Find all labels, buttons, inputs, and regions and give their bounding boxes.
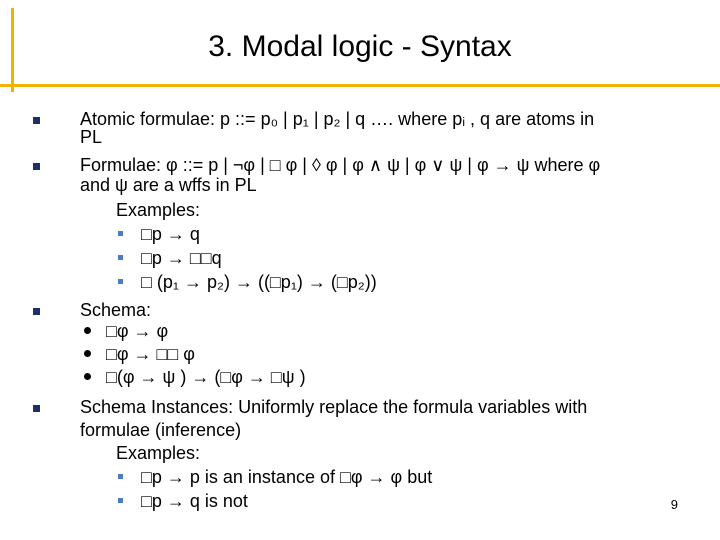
formula-example-2: □p → □□q [141,248,222,268]
schema-instances-line-1: Schema Instances: Uniformly replace the formula variables with [80,397,588,417]
schema-item-1: □φ → φ [106,321,169,341]
instance-example-1: □p → p is an instance of □φ → φ but [141,467,433,487]
sub-bullet-square-icon [118,498,123,503]
formulae-line-2: and ψ are a wffs in PL [80,175,257,195]
round-bullet-icon [84,327,91,334]
schema-item-3: □(φ → ψ ) → (□φ → □ψ ) [106,367,306,387]
atomic-formulae-line-1: Atomic formulae: p ::= p₀ | p₁ | p₂ | q …. where pᵢ , q are atoms in [80,109,595,129]
page-number: 9 [670,497,678,512]
round-bullet-icon [84,373,91,380]
bullet-square-icon [33,405,40,412]
schema-instances-line-2: formulae (inference) [80,420,242,440]
formulae-examples-label: Examples: [116,200,201,220]
schema-item-2: □φ → □□ φ [106,344,195,364]
bullet-square-icon [33,163,40,170]
formula-example-1: □p → q [141,224,200,244]
formulae-line-1: Formulae: φ ::= p | ¬φ | □ φ | ◊ φ | φ ∧ ψ | φ ∨ ψ | φ → ψ where φ [80,155,601,175]
sub-bullet-square-icon [118,279,123,284]
bullet-square-icon [33,117,40,124]
sub-bullet-square-icon [118,255,123,260]
atomic-formulae-line-2: PL [80,127,103,147]
schema-heading: Schema: [80,300,152,320]
sub-bullet-square-icon [118,474,123,479]
formula-example-3: □ (p₁ → p₂) → ((□p₁) → (□p₂)) [141,272,377,292]
bullet-square-icon [33,308,40,315]
schema-instances-examples-label: Examples: [116,443,201,463]
slide-title: 3. Modal logic - Syntax [208,30,512,63]
sub-bullet-square-icon [118,231,123,236]
round-bullet-icon [84,350,91,357]
instance-example-2: □p → q is not [141,491,248,511]
